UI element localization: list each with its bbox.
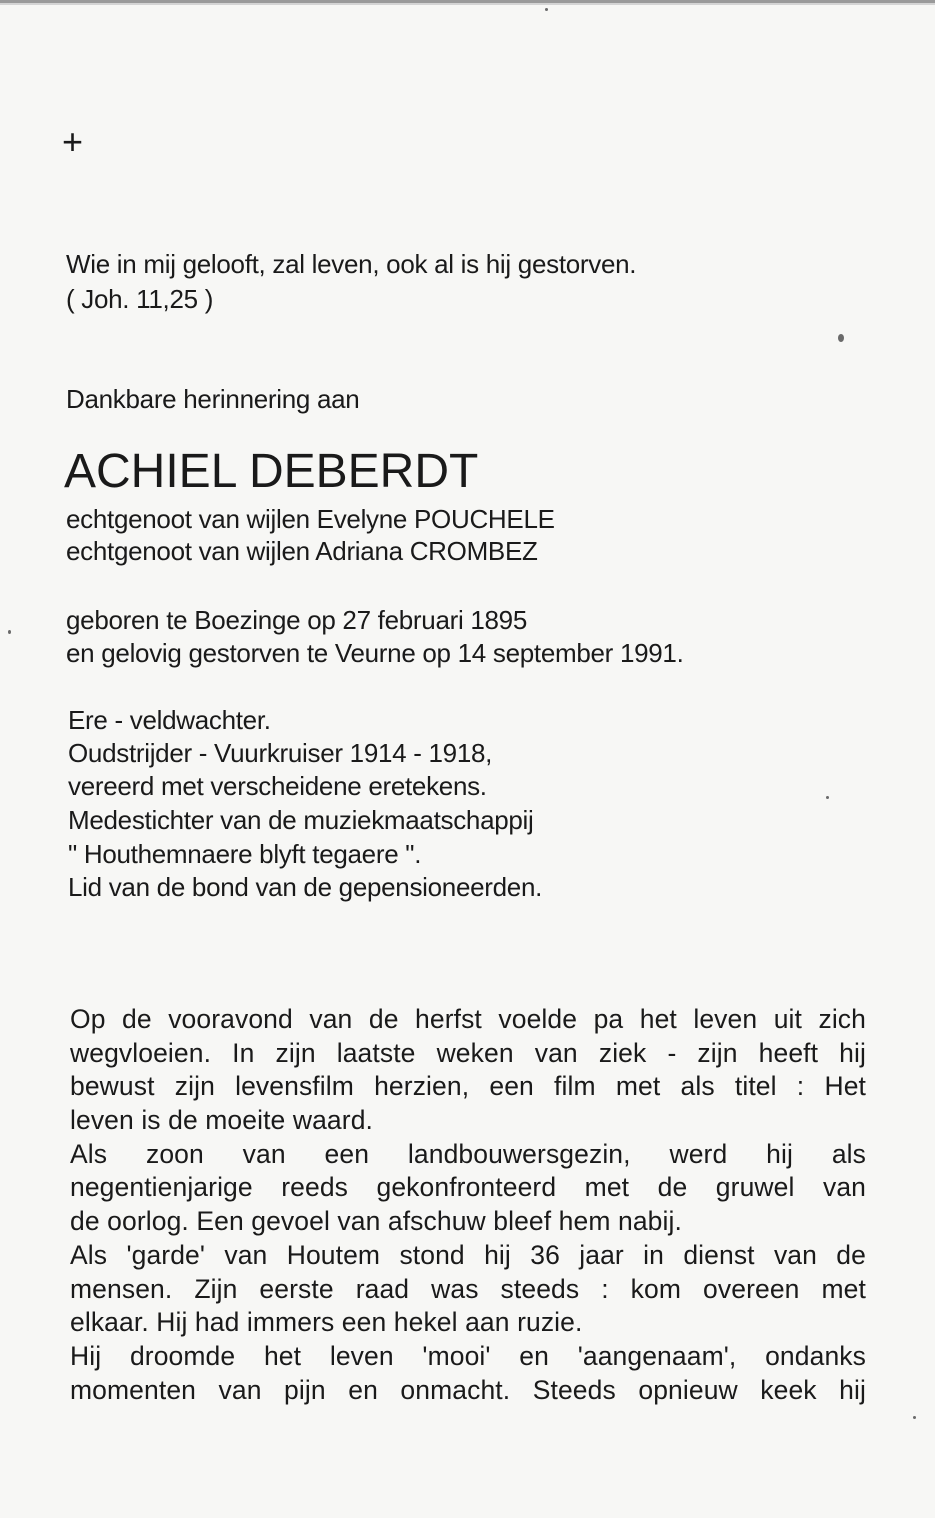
biography-line: Op de vooravond van de herfst voelde pa het leven uit zich	[70, 1004, 866, 1034]
title-line: " Houthemnaere blyft tegaere ".	[68, 839, 422, 869]
biography-line: Als zoon van een landbouwersgezin, werd hij als	[70, 1138, 866, 1169]
death-line: en gelovig gestorven te Veurne op 14 september 1991.	[66, 638, 684, 668]
biography-line: Als 'garde' van Houtem stond hij 36 jaar in dienst van de	[70, 1239, 866, 1270]
intro-text: Dankbare herinnering aan	[66, 384, 360, 414]
biography-line: negentienjarige reeds gekonfronteerd met de gruwel van	[70, 1172, 866, 1203]
cross-symbol: +	[62, 121, 84, 162]
biography-line: bewust zijn levensfilm herzien, een film met als titel : Het	[70, 1071, 866, 1102]
bible-verse: Wie in mij gelooft, zal leven, ook al is hij gestorven.	[66, 249, 637, 279]
top-border-shadow	[0, 3, 935, 5]
paper-speck	[8, 630, 11, 634]
title-line: Oudstrijder - Vuurkruiser 1914 - 1918,	[68, 738, 493, 768]
biography-line: leven is de moeite waard.	[70, 1105, 373, 1136]
deceased-name: ACHIEL DEBERDT	[64, 445, 479, 498]
birth-line: geboren te Boezinge op 27 februari 1895	[66, 605, 527, 635]
spouse-line-2: echtgenoot van wijlen Adriana CROMBEZ	[66, 536, 538, 566]
biography-line: mensen. Zijn eerste raad was steeds : kom overeen met	[70, 1273, 866, 1304]
verse-reference: ( Joh. 11,25 )	[66, 284, 214, 314]
biography	[70, 1003, 866, 1407]
paper-speck	[838, 334, 844, 342]
title-line: Lid van de bond van de gepensioneerden.	[68, 872, 543, 902]
title-line: Medestichter van de muziekmaatschappij	[68, 805, 534, 835]
title-line: vereerd met verscheidene eretekens.	[68, 771, 487, 801]
biography-line: Hij droomde het leven 'mooi' en 'aangenaam', ondanks	[70, 1340, 866, 1371]
biography-line: de oorlog. Een gevoel van afschuw bleef hem nabij.	[70, 1206, 682, 1237]
paper-speck	[913, 1416, 916, 1419]
paper-speck	[545, 8, 548, 11]
biography-line: elkaar. Hij had immers een hekel aan ruzie.	[70, 1307, 583, 1338]
spouse-line-1: echtgenoot van wijlen Evelyne POUCHELE	[66, 504, 555, 534]
title-line: Ere - veldwachter.	[68, 705, 271, 735]
biography-line: momenten van pijn en onmacht. Steeds opnieuw keek hij	[70, 1374, 866, 1405]
biography-line: wegvloeien. In zijn laatste weken van ziek - zijn heeft hij	[70, 1037, 866, 1068]
paper-speck	[826, 796, 829, 799]
